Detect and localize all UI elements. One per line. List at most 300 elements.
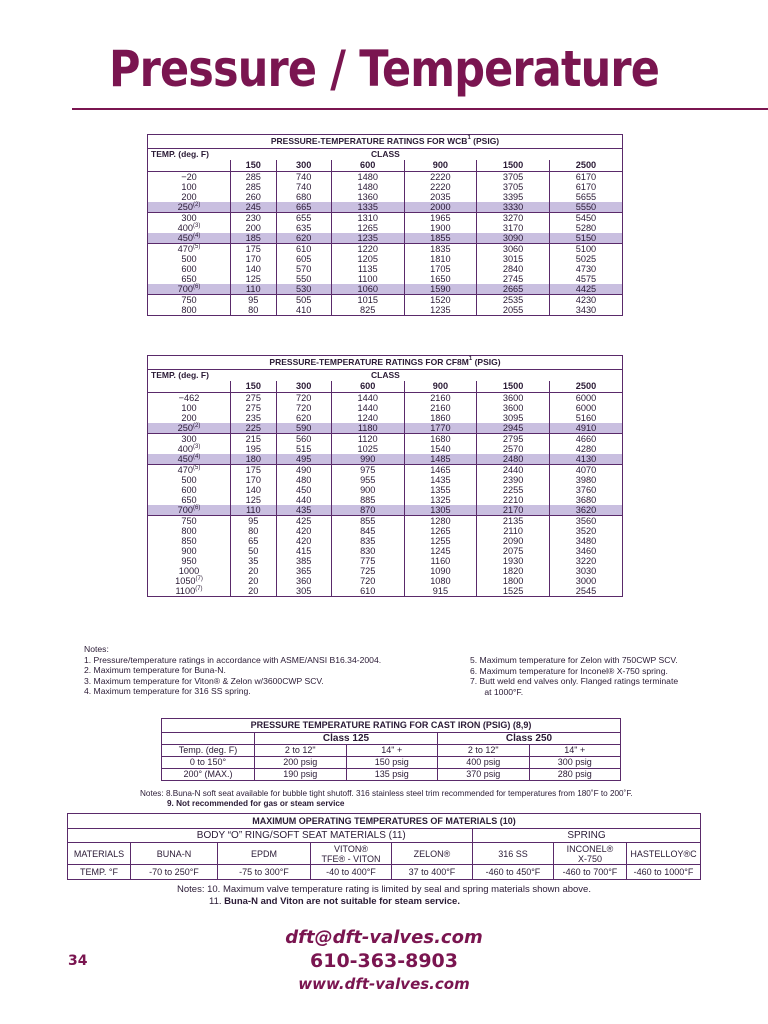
rating-cell: 2035 <box>404 192 477 202</box>
rating-cell: 1180 <box>331 423 404 434</box>
rating-cell: 65 <box>231 536 277 546</box>
cast-iron-notes <box>140 789 633 809</box>
temp-cell: 950 <box>148 556 231 566</box>
rating-cell: 175 <box>231 465 277 476</box>
rating-cell: 2945 <box>477 423 550 434</box>
rating-cell: 1235 <box>404 305 477 316</box>
note-9: 9. Not recommended for gas or steam service <box>167 799 345 808</box>
rating-cell: 2160 <box>404 393 477 404</box>
rating-cell: 2110 <box>477 526 550 536</box>
rating-cell: 1160 <box>404 556 477 566</box>
rating-cell: 4660 <box>549 434 622 445</box>
rating-cell: 4425 <box>549 284 622 295</box>
temp-cell: 650 <box>148 274 231 284</box>
rating-cell: 835 <box>331 536 404 546</box>
rating-cell: 3680 <box>549 495 622 505</box>
table-row <box>148 505 623 516</box>
rating-cell: 35 <box>231 556 277 566</box>
materials-temperature-table <box>67 813 701 880</box>
rating-cell: 915 <box>404 586 477 597</box>
temp-cell: 300 <box>148 434 231 445</box>
rating-cell: 1360 <box>331 192 404 202</box>
temp-cell: 1100$^{(7)}$ <box>148 586 231 597</box>
cf8m-class-label: CLASS <box>276 370 622 382</box>
table-row <box>148 172 623 183</box>
table-row <box>148 223 623 233</box>
rating-cell: 170 <box>231 475 277 485</box>
rating-cell: 50 <box>231 546 277 556</box>
rating-cell: 185 <box>231 233 277 244</box>
rating-cell: 1930 <box>477 556 550 566</box>
rating-cell: 260 <box>231 192 277 202</box>
table-row <box>148 495 623 505</box>
table-row <box>148 546 623 556</box>
table-row <box>148 566 623 576</box>
cf8m-class-row: 150 300 600 900 1500 2500 <box>148 381 623 393</box>
table-row <box>148 485 623 495</box>
temp-cell: 100 <box>148 403 231 413</box>
rating-cell: 5280 <box>549 223 622 233</box>
rating-cell: 305 <box>276 586 331 597</box>
table-row: 200° (MAX.) 190 psig 135 psig 370 psig 280 psig <box>162 769 621 781</box>
rating-cell: 1205 <box>331 254 404 264</box>
note-2: 2. Maximum temperature for Buna-N. <box>84 665 226 675</box>
rating-cell: 1100 <box>331 274 404 284</box>
materials-caption: MAXIMUM OPERATING TEMPERATURES OF MATERIALS (10) <box>68 814 701 829</box>
temp-cell: 1000 <box>148 566 231 576</box>
rating-cell: 3170 <box>477 223 550 233</box>
rating-cell: 1305 <box>404 505 477 516</box>
temp-cell: 850 <box>148 536 231 546</box>
table-row <box>148 465 623 476</box>
temp-cell: 300 <box>148 213 231 224</box>
class-250-label: Class 250 <box>438 733 621 745</box>
ci-size: 2 to 12" <box>438 745 530 757</box>
rating-cell: 1835 <box>404 244 477 255</box>
temp-cell: 750 <box>148 516 231 527</box>
temp-cell: 470$^{(5)}$ <box>148 244 231 255</box>
rating-cell: 3760 <box>549 485 622 495</box>
rating-cell: 1705 <box>404 264 477 274</box>
table-row <box>148 393 623 404</box>
table-row <box>148 254 623 264</box>
temp-cell: 450$^{(4)}$ <box>148 233 231 244</box>
rating-cell: 740 <box>276 172 331 183</box>
rating-cell: 560 <box>276 434 331 445</box>
rating-cell: 1540 <box>404 444 477 454</box>
rating-cell: 235 <box>231 413 277 423</box>
rating-cell: 620 <box>276 413 331 423</box>
rating-cell: 720 <box>276 403 331 413</box>
rating-cell: 3090 <box>477 233 550 244</box>
rating-cell: 95 <box>231 516 277 527</box>
table-row <box>148 413 623 423</box>
notes-heading: Notes: <box>84 644 109 654</box>
title-rule <box>72 108 768 110</box>
rating-cell: 3560 <box>549 516 622 527</box>
rating-cell: 3000 <box>549 576 622 586</box>
rating-cell: 3520 <box>549 526 622 536</box>
rating-cell: 3705 <box>477 182 550 192</box>
rating-cell: 4280 <box>549 444 622 454</box>
note-8: Notes: 8.Buna-N soft seat available for bubble tight shutoff. 316 stainless steel trim recommended for temperatures from 180˚F to 200˚F. <box>140 789 633 798</box>
rating-cell: 5150 <box>549 233 622 244</box>
rating-cell: 3620 <box>549 505 622 516</box>
table-row <box>148 182 623 192</box>
rating-cell: 2795 <box>477 434 550 445</box>
rating-cell: 2090 <box>477 536 550 546</box>
rating-cell: 20 <box>231 566 277 576</box>
wcb-class-row: 150 300 600 900 1500 2500 <box>148 160 623 172</box>
rating-cell: 3430 <box>549 305 622 316</box>
rating-cell: 680 <box>276 192 331 202</box>
rating-cell: 655 <box>276 213 331 224</box>
cf8m-table-caption: PRESSURE-TEMPERATURE RATINGS FOR $CF8M^1$ (PSIG) <box>148 356 623 370</box>
temp-cell: 200 <box>148 413 231 423</box>
rating-cell: 225 <box>231 423 277 434</box>
rating-cell: 1650 <box>404 274 477 284</box>
rating-cell: 415 <box>276 546 331 556</box>
rating-cell: 4130 <box>549 454 622 465</box>
rating-cell: 1485 <box>404 454 477 465</box>
table-row <box>148 202 623 213</box>
rating-cell: 3060 <box>477 244 550 255</box>
table-row <box>148 475 623 485</box>
cf8m-temp-label: TEMP. (deg. F) <box>148 370 277 382</box>
rating-cell: 635 <box>276 223 331 233</box>
rating-cell: 2075 <box>477 546 550 556</box>
rating-cell: 195 <box>231 444 277 454</box>
table-row <box>148 586 623 597</box>
table-row <box>148 295 623 306</box>
rating-cell: 775 <box>331 556 404 566</box>
table-row <box>148 192 623 202</box>
rating-cell: 180 <box>231 454 277 465</box>
rating-cell: 1135 <box>331 264 404 274</box>
class-125-label: Class 125 <box>255 733 438 745</box>
rating-cell: 3015 <box>477 254 550 264</box>
rating-cell: 1435 <box>404 475 477 485</box>
rating-cell: 1265 <box>331 223 404 233</box>
materials-row: MATERIALS BUNA-N EPDM VITON® TFE® - VITON ZELON® 316 SS INCONEL® X-750 HASTELLOY®C <box>68 843 701 865</box>
temp-cell: −20 <box>148 172 231 183</box>
rating-cell: 2665 <box>477 284 550 295</box>
rating-cell: 1355 <box>404 485 477 495</box>
rating-cell: 2220 <box>404 182 477 192</box>
rating-cell: 170 <box>231 254 277 264</box>
rating-cell: 3600 <box>477 403 550 413</box>
rating-cell: 620 <box>276 233 331 244</box>
rating-cell: 1800 <box>477 576 550 586</box>
rating-cell: 1240 <box>331 413 404 423</box>
rating-cell: 140 <box>231 485 277 495</box>
rating-cell: 2570 <box>477 444 550 454</box>
temp-cell: 750 <box>148 295 231 306</box>
rating-cell: 3480 <box>549 536 622 546</box>
wcb-table-caption: PRESSURE-TEMPERATURE RATINGS FOR WCB$^1$ (PSIG) <box>148 135 623 149</box>
rating-cell: 2440 <box>477 465 550 476</box>
rating-cell: 420 <box>276 536 331 546</box>
rating-cell: 1090 <box>404 566 477 576</box>
table-row <box>148 264 623 274</box>
rating-cell: 245 <box>231 202 277 213</box>
rating-cell: 425 <box>276 516 331 527</box>
rating-cell: 360 <box>276 576 331 586</box>
rating-cell: 5100 <box>549 244 622 255</box>
temp-cell: 400$^{(3)}$ <box>148 223 231 233</box>
table-row <box>148 454 623 465</box>
table-row <box>148 576 623 586</box>
rating-cell: 1900 <box>404 223 477 233</box>
temp-cell: 500 <box>148 475 231 485</box>
ci-size: 14" + <box>346 745 438 757</box>
rating-cell: 610 <box>331 586 404 597</box>
note-6: 6. Maximum temperature for Inconel® X-750 spring. <box>470 665 668 676</box>
rating-cell: 5450 <box>549 213 622 224</box>
rating-cell: 2390 <box>477 475 550 485</box>
note-7-cont: at 1000°F. <box>470 686 524 697</box>
rating-cell: 5025 <box>549 254 622 264</box>
table-row <box>148 516 623 527</box>
temp-cell: 800 <box>148 305 231 316</box>
rating-cell: 1440 <box>331 403 404 413</box>
rating-cell: 900 <box>331 485 404 495</box>
rating-cell: 1480 <box>331 182 404 192</box>
spring-group: SPRING <box>473 829 701 843</box>
rating-cell: 2160 <box>404 403 477 413</box>
rating-cell: 2535 <box>477 295 550 306</box>
table-row <box>148 423 623 434</box>
rating-cell: 2220 <box>404 172 477 183</box>
rating-cell: 1060 <box>331 284 404 295</box>
rating-cell: 4070 <box>549 465 622 476</box>
rating-cell: 1590 <box>404 284 477 295</box>
page-number: 34 <box>68 953 88 969</box>
cast-iron-caption: PRESSURE TEMPERATURE RATING FOR CAST IRON (PSIG) (8,9) <box>162 719 621 733</box>
rating-cell: 480 <box>276 475 331 485</box>
rating-cell: 720 <box>331 576 404 586</box>
table-row <box>148 305 623 316</box>
rating-cell: 1465 <box>404 465 477 476</box>
rating-cell: 1220 <box>331 244 404 255</box>
materials-notes <box>177 884 591 908</box>
wcb-class-label: CLASS <box>276 149 623 161</box>
rating-cell: 2000 <box>404 202 477 213</box>
temp-cell: 600 <box>148 264 231 274</box>
rating-cell: 4730 <box>549 264 622 274</box>
temp-cell: 700$^{(6)}$ <box>148 505 231 516</box>
rating-cell: 1440 <box>331 393 404 404</box>
rating-cell: 515 <box>276 444 331 454</box>
rating-cell: 3095 <box>477 413 550 423</box>
rating-cell: 2480 <box>477 454 550 465</box>
rating-cell: 740 <box>276 182 331 192</box>
table-row <box>148 233 623 244</box>
rating-cell: 1965 <box>404 213 477 224</box>
rating-cell: 3460 <box>549 546 622 556</box>
notes-left <box>84 644 381 697</box>
page-title: Pressure / Temperature <box>108 40 660 98</box>
rating-cell: 1810 <box>404 254 477 264</box>
ci-temp-label: Temp. (deg. F) <box>162 745 255 757</box>
rating-cell: 140 <box>231 264 277 274</box>
rating-cell: 6170 <box>549 182 622 192</box>
rating-cell: 275 <box>231 403 277 413</box>
temp-cell: 500 <box>148 254 231 264</box>
rating-cell: 410 <box>276 305 331 316</box>
rating-cell: 825 <box>331 305 404 316</box>
cast-iron-table <box>161 718 621 781</box>
rating-cell: 605 <box>276 254 331 264</box>
rating-cell: 2255 <box>477 485 550 495</box>
rating-cell: 6000 <box>549 393 622 404</box>
temperatures-row: TEMP. °F -70 to 250°F -75 to 300°F -40 to 400°F 37 to 400°F -460 to 450°F -460 to 700°F -460 to 1000°F <box>68 865 701 880</box>
temp-cell: 100 <box>148 182 231 192</box>
rating-cell: 3980 <box>549 475 622 485</box>
rating-cell: 495 <box>276 454 331 465</box>
rating-cell: 3600 <box>477 393 550 404</box>
rating-cell: 285 <box>231 172 277 183</box>
rating-cell: 80 <box>231 305 277 316</box>
rating-cell: 80 <box>231 526 277 536</box>
note-11: 11. Buna-N and Viton are not suitable for steam service. <box>209 896 460 907</box>
rating-cell: 1080 <box>404 576 477 586</box>
table-row <box>148 403 623 413</box>
rating-cell: 885 <box>331 495 404 505</box>
note-3: 3. Maximum temperature for Viton® & Zelon w/3600CWP SCV. <box>84 675 324 686</box>
rating-cell: 550 <box>276 274 331 284</box>
rating-cell: 420 <box>276 526 331 536</box>
rating-cell: 3220 <box>549 556 622 566</box>
table-row <box>148 284 623 295</box>
rating-cell: 1480 <box>331 172 404 183</box>
rating-cell: 125 <box>231 274 277 284</box>
rating-cell: 2170 <box>477 505 550 516</box>
rating-cell: 2055 <box>477 305 550 316</box>
website-link[interactable]: www.dft-valves.com <box>298 975 470 993</box>
note-5: 5. Maximum temperature for Zelon with 750CWP SCV. <box>470 655 678 665</box>
rating-cell: 4910 <box>549 423 622 434</box>
rating-cell: 435 <box>276 505 331 516</box>
rating-cell: 110 <box>231 284 277 295</box>
rating-cell: 1310 <box>331 213 404 224</box>
temp-cell: 450$^{(4)}$ <box>148 454 231 465</box>
rating-cell: 1325 <box>404 495 477 505</box>
rating-cell: 285 <box>231 182 277 192</box>
rating-cell: 6000 <box>549 403 622 413</box>
rating-cell: 870 <box>331 505 404 516</box>
rating-cell: 1820 <box>477 566 550 576</box>
rating-cell: 440 <box>276 495 331 505</box>
rating-cell: 2135 <box>477 516 550 527</box>
rating-cell: 990 <box>331 454 404 465</box>
seal-materials-group: BODY “O” RING/SOFT SEAT MATERIALS (11) <box>131 829 473 843</box>
rating-cell: 1120 <box>331 434 404 445</box>
rating-cell: 2545 <box>549 586 622 597</box>
rating-cell: 20 <box>231 586 277 597</box>
ci-size: 2 to 12" <box>255 745 347 757</box>
rating-cell: 855 <box>331 516 404 527</box>
rating-cell: 505 <box>276 295 331 306</box>
temp-cell: 200 <box>148 192 231 202</box>
rating-cell: 1235 <box>331 233 404 244</box>
rating-cell: 6170 <box>549 172 622 183</box>
rating-cell: 1015 <box>331 295 404 306</box>
rating-cell: 1335 <box>331 202 404 213</box>
temp-cell: 250$^{(2)}$ <box>148 202 231 213</box>
table-row: 0 to 150° 200 psig 150 psig 400 psig 300 psig <box>162 757 621 769</box>
rating-cell: 215 <box>231 434 277 445</box>
rating-cell: 665 <box>276 202 331 213</box>
note-4: 4. Maximum temperature for 316 SS spring. <box>84 686 251 696</box>
rating-cell: 3330 <box>477 202 550 213</box>
phone-number: 610-363-8903 <box>310 950 458 972</box>
table-row <box>148 434 623 445</box>
temp-cell: 650 <box>148 495 231 505</box>
rating-cell: 5160 <box>549 413 622 423</box>
rating-cell: 1770 <box>404 423 477 434</box>
notes-right <box>470 655 678 697</box>
rating-cell: 3395 <box>477 192 550 202</box>
temp-cell: 470$^{(5)}$ <box>148 465 231 476</box>
temp-cell: −462 <box>148 393 231 404</box>
rating-cell: 1855 <box>404 233 477 244</box>
rating-cell: 725 <box>331 566 404 576</box>
rating-cell: 5550 <box>549 202 622 213</box>
rating-cell: 385 <box>276 556 331 566</box>
temp-cell: 600 <box>148 485 231 495</box>
temp-cell: 700$^{(6)}$ <box>148 284 231 295</box>
temp-cell: 1050$^{(7)}$ <box>148 576 231 586</box>
email-link[interactable]: dft@dft-valves.com <box>285 927 483 948</box>
rating-cell: 275 <box>231 393 277 404</box>
temp-cell: 800 <box>148 526 231 536</box>
rating-cell: 1025 <box>331 444 404 454</box>
ci-size: 14" + <box>529 745 621 757</box>
table-row <box>148 213 623 224</box>
rating-cell: 95 <box>231 295 277 306</box>
rating-cell: 200 <box>231 223 277 233</box>
rating-cell: 3270 <box>477 213 550 224</box>
table-row <box>148 526 623 536</box>
note-7: 7. Butt weld end valves only. Flanged ratings terminate <box>470 676 679 686</box>
cf8m-ratings-table <box>147 355 623 597</box>
rating-cell: 2840 <box>477 264 550 274</box>
rating-cell: 230 <box>231 213 277 224</box>
rating-cell: 4230 <box>549 295 622 306</box>
temp-cell: 250$^{(2)}$ <box>148 423 231 434</box>
table-row <box>148 536 623 546</box>
table-row <box>148 244 623 255</box>
rating-cell: 490 <box>276 465 331 476</box>
rating-cell: 610 <box>276 244 331 255</box>
rating-cell: 975 <box>331 465 404 476</box>
rating-cell: 110 <box>231 505 277 516</box>
wcb-temp-label: TEMP. (deg. F) <box>148 149 277 161</box>
rating-cell: 845 <box>331 526 404 536</box>
table-row <box>148 444 623 454</box>
rating-cell: 1280 <box>404 516 477 527</box>
rating-cell: 450 <box>276 485 331 495</box>
rating-cell: 1860 <box>404 413 477 423</box>
rating-cell: 20 <box>231 576 277 586</box>
rating-cell: 365 <box>276 566 331 576</box>
rating-cell: 125 <box>231 495 277 505</box>
rating-cell: 3030 <box>549 566 622 576</box>
rating-cell: 1265 <box>404 526 477 536</box>
rating-cell: 1255 <box>404 536 477 546</box>
temp-cell: 900 <box>148 546 231 556</box>
